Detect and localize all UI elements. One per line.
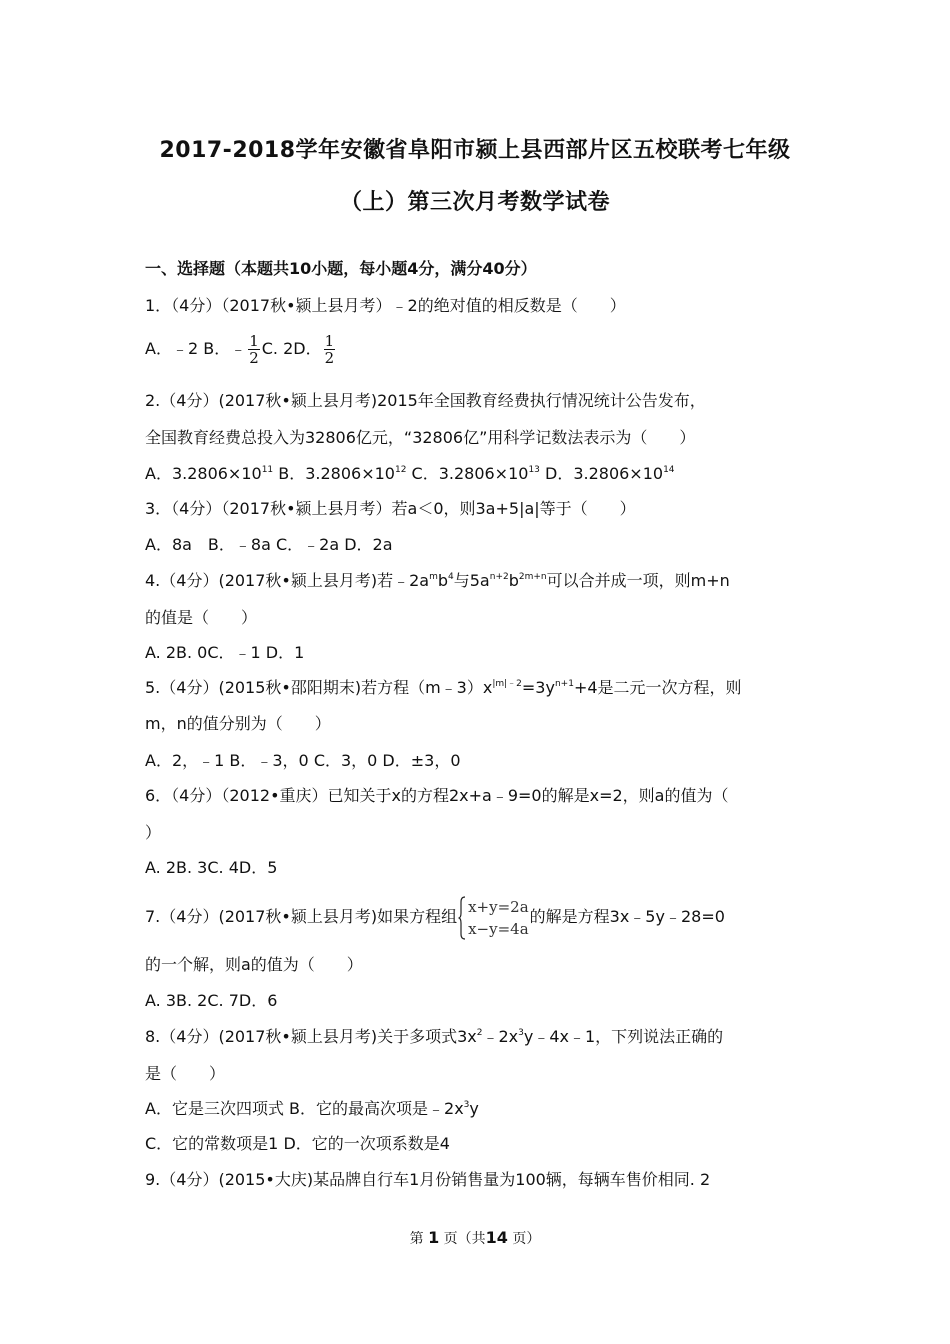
question-2-line2: 全国教育经费总投入为32806亿元，“32806亿”用科学记数法表示为（ ） bbox=[145, 428, 696, 447]
q1-frac-b-denominator: 2 bbox=[249, 349, 259, 367]
q1-frac-b-numerator: 1 bbox=[249, 332, 259, 350]
q1-fraction-d bbox=[324, 333, 336, 366]
question-5-options: A．2，﹣1 B．﹣3，0 C．3，0 D．±3，0 bbox=[145, 751, 461, 770]
question-3-stem: 3．（4分）（2017秋•颍上县月考）若a＜0，则3a+5|a|等于（ ） bbox=[145, 499, 636, 518]
footer-suffix: 页） bbox=[512, 1231, 541, 1247]
q5-text-mid: =3y bbox=[521, 678, 555, 697]
q2-option-a-exponent: 11 bbox=[261, 465, 274, 475]
q7-equation-system bbox=[458, 896, 529, 940]
question-6-options: A. 2B. 3C. 4D．5 bbox=[145, 858, 278, 877]
question-8-line2: 是（ ） bbox=[145, 1064, 226, 1083]
left-brace-icon bbox=[458, 896, 466, 940]
section-heading-choice: 一、选择题（本题共10小题，每小题4分，满分40分） bbox=[145, 259, 537, 278]
question-7-options: A. 3B. 2C. 7D．6 bbox=[145, 991, 278, 1010]
question-5-line1 bbox=[145, 678, 742, 698]
q2-option-b-exponent: 12 bbox=[394, 465, 407, 475]
q8-option-ab-text: A．它是三次四项式 B．它的最高次项是﹣2x bbox=[145, 1099, 464, 1118]
question-8-options-cd: C．它的常数项是1 D．它的一次项系数是4 bbox=[145, 1134, 450, 1153]
document-title-line2: （上）第三次月考数学试卷 bbox=[339, 190, 610, 215]
question-7-line1 bbox=[145, 895, 725, 940]
q4-text-pre: 4.（4分）(2017秋•颍上县月考)若﹣2a bbox=[145, 571, 430, 590]
q1-fraction-b bbox=[248, 333, 260, 366]
document-title-line1: 2017-2018学年安徽省阜阳市颍上县西部片区五校联考七年级 bbox=[159, 138, 791, 163]
q8-option-b-exponent: 3 bbox=[463, 1100, 470, 1110]
q7-text-pre: 7.（4分）(2017秋•颍上县月考)如果方程组 bbox=[145, 907, 458, 926]
q8-option-b-tail: y bbox=[469, 1099, 479, 1118]
question-4-options: A. 2B. 0C．﹣1 D．1 bbox=[145, 643, 305, 662]
q7-text-post: 的解是方程3x﹣5y﹣28=0 bbox=[529, 907, 725, 926]
q5-exponent-y: n+1 bbox=[554, 679, 574, 689]
question-6-line2: ） bbox=[145, 823, 162, 842]
q8-exponent-3: 3 bbox=[518, 1028, 524, 1038]
question-8-options-ab bbox=[145, 1099, 479, 1119]
q8-exponent-2: 2 bbox=[476, 1028, 483, 1038]
footer-middle: 页（共 bbox=[443, 1231, 486, 1247]
q4-text-mid: 与5a bbox=[453, 571, 490, 590]
question-2-options bbox=[145, 464, 675, 484]
question-6-line1: 6．（4分）（2012•重庆）已知关于x的方程2x+a﹣9=0的解是x=2，则a的值为（ bbox=[145, 786, 729, 805]
q2-option-c-exponent: 13 bbox=[528, 465, 540, 475]
question-3-options: A．8a B．﹣8a C．﹣2a D．2a bbox=[145, 535, 393, 554]
q4-text-post: 可以合并成一项，则m+n bbox=[546, 571, 730, 590]
question-4-line1 bbox=[145, 571, 730, 591]
q5-exponent-x: |m|﹣2 bbox=[492, 679, 522, 689]
q4-exponent-m: m bbox=[429, 572, 438, 582]
question-4-line2: 的值是（ ） bbox=[145, 608, 258, 627]
footer-total-pages: 14 bbox=[485, 1228, 508, 1247]
q8-text-mid: ﹣2x bbox=[482, 1027, 519, 1046]
q1-option-ab: A．﹣2 B．﹣ bbox=[145, 339, 247, 358]
q1-option-cd: C. 2D． bbox=[261, 339, 322, 358]
footer-page-number: 1 bbox=[428, 1228, 440, 1247]
question-5-line2: m，n的值分别为（ ） bbox=[145, 714, 331, 733]
q4-text-b: b bbox=[437, 571, 449, 590]
page-footer bbox=[0, 1228, 950, 1248]
q8-text-pre: 8.（4分）(2017秋•颍上县月考)关于多项式3x bbox=[145, 1027, 477, 1046]
q5-text-pre: 5.（4分）(2015秋•邵阳期末)若方程（m﹣3）x bbox=[145, 678, 493, 697]
q4-exponent-2mn: 2m+n bbox=[518, 572, 547, 582]
q4-exponent-4: 4 bbox=[448, 572, 454, 582]
question-2-line1: 2.（4分）(2017秋•颍上县月考)2015年全国教育经费执行情况统计公告发布， bbox=[145, 391, 706, 410]
q5-text-post: +4是二元一次方程，则 bbox=[573, 678, 742, 697]
question-1-options bbox=[145, 333, 337, 366]
question-9-line1: 9.（4分）(2015•大庆)某品牌自行车1月份销售量为100辆，每辆车售价相同. 2 bbox=[145, 1170, 711, 1189]
question-7-line2: 的一个解，则a的值为（ ） bbox=[145, 955, 363, 974]
q2-option-c: C．3.2806×10 bbox=[406, 464, 529, 483]
question-8-line1 bbox=[145, 1027, 723, 1047]
q1-frac-d-numerator: 1 bbox=[324, 332, 335, 350]
q8-text-post: y﹣4x﹣1，下列说法正确的 bbox=[523, 1027, 724, 1046]
q4-exponent-n2: n+2 bbox=[489, 572, 509, 582]
q2-option-b: B．3.2806×10 bbox=[273, 464, 395, 483]
q4-text-b2: b bbox=[508, 571, 519, 590]
question-1-stem: 1．（4分）（2017秋•颍上县月考）﹣2的绝对值的相反数是（ ） bbox=[145, 296, 626, 315]
q7-equation-1: x+y=2a bbox=[468, 897, 529, 916]
q2-option-a: A．3.2806×10 bbox=[145, 464, 262, 483]
q2-option-d: D．3.2806×10 bbox=[539, 464, 664, 483]
q2-option-d-exponent: 14 bbox=[663, 465, 675, 475]
q7-equation-2: x−y=4a bbox=[468, 919, 529, 938]
footer-prefix: 第 bbox=[409, 1231, 424, 1247]
q1-frac-d-denominator: 2 bbox=[324, 349, 335, 367]
